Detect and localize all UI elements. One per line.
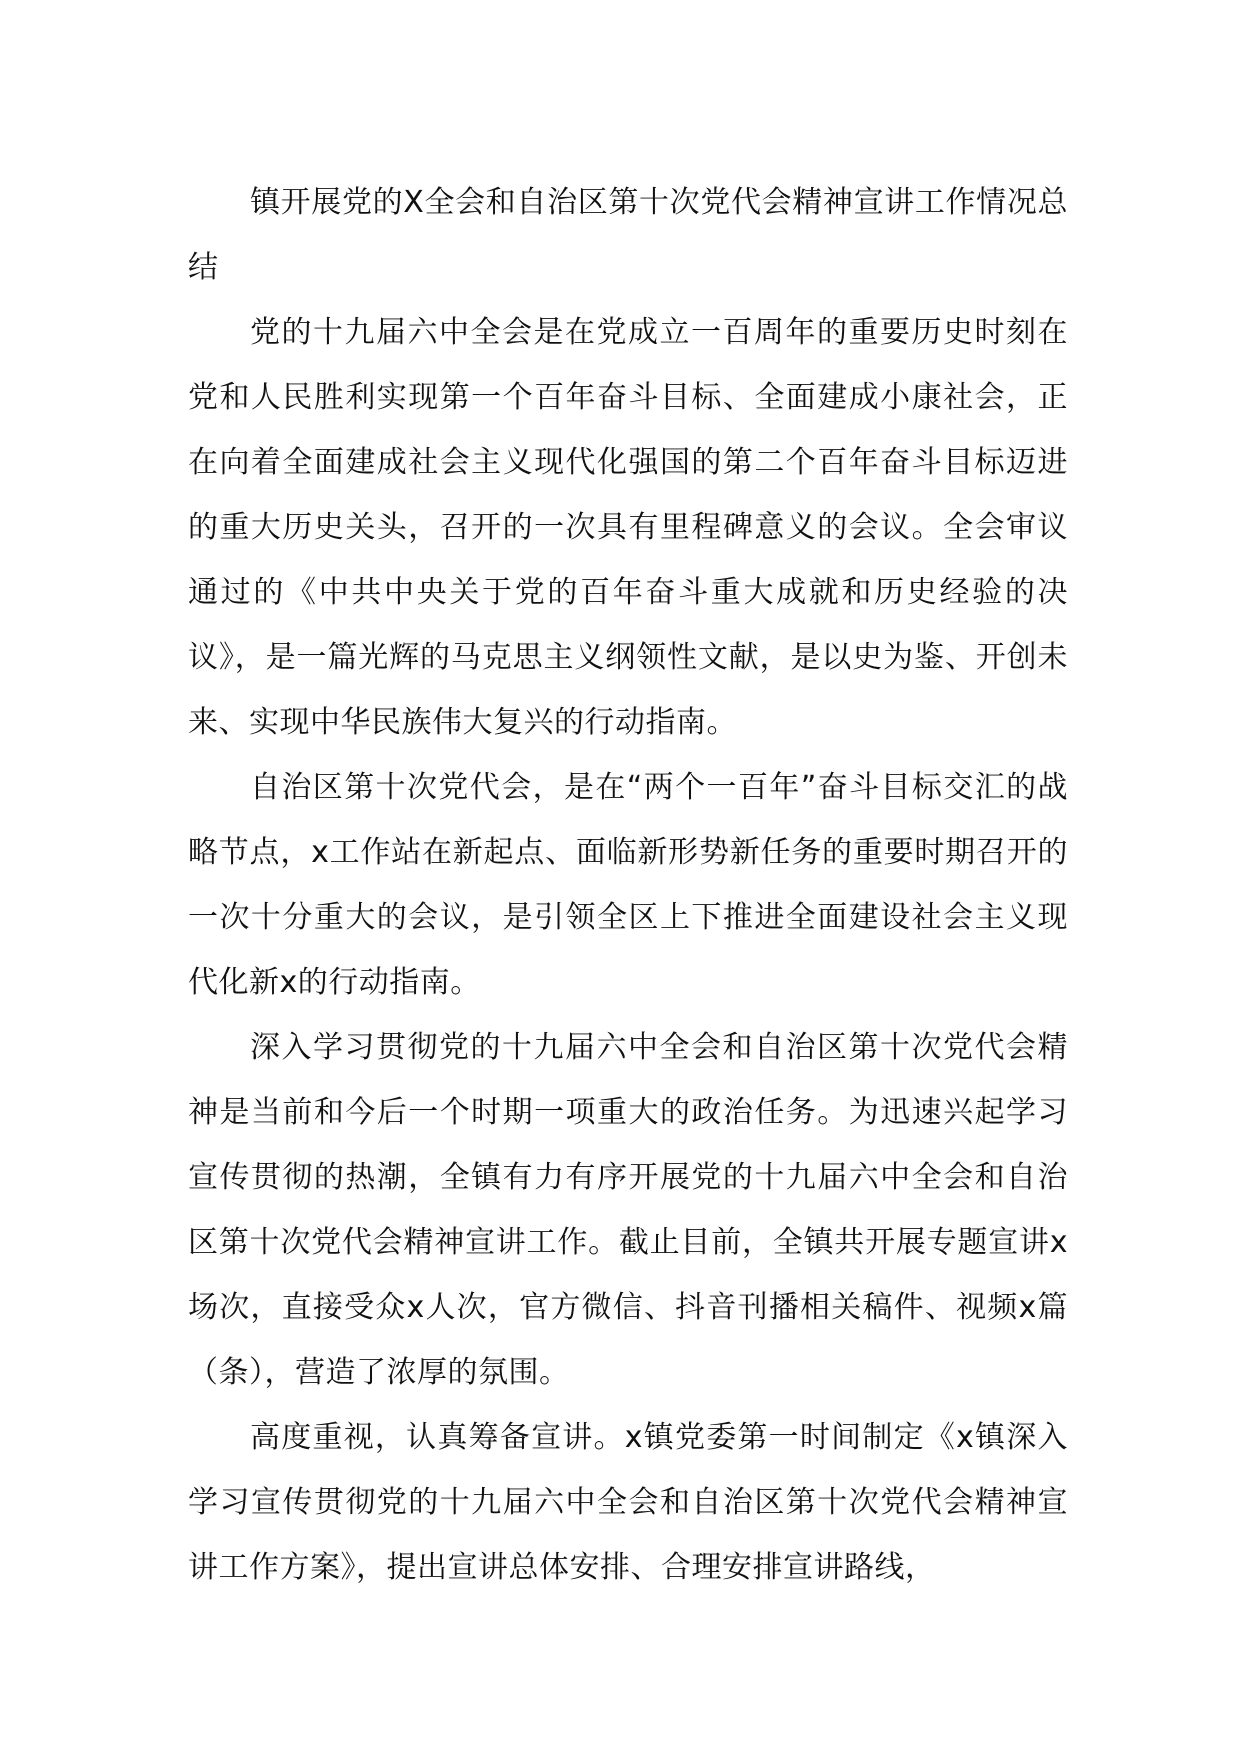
document-title: 镇开展党的X全会和自治区第十次党代会精神宣讲工作情况总结 bbox=[188, 185, 1068, 285]
paragraph-2: 自治区第十次党代会，是在“两个一百年”奋斗目标交汇的战略节点，x工作站在新起点、面临新形势新任务的重要时期召开的一次十分重大的会议，是引领全区上下推进全面建设社会主义现代化新x的行动指南。 bbox=[188, 770, 1068, 1000]
paragraph-3: 深入学习贯彻党的十九届六中全会和自治区第十次党代会精神是当前和今后一个时期一项重大的政治任务。为迅速兴起学习宣传贯彻的热潮，全镇有力有序开展党的十九届六中全会和自治区第十次党代会精神宣讲工作。截止目前，全镇共开展专题宣讲x场次，直接受众x人次，官方微信、抖音刊播相关稿件、视频x篇（条），营造了浓厚的氛围。 bbox=[188, 1030, 1068, 1390]
document-body bbox=[188, 170, 1068, 1600]
paragraph-1: 党的十九届六中全会是在党成立一百周年的重要历史时刻在党和人民胜利实现第一个百年奋斗目标、全面建成小康社会，正在向着全面建成社会主义现代化强国的第二个百年奋斗目标迈进的重大历史关头，召开的一次具有里程碑意义的会议。全会审议通过的《中共中央关于党的百年奋斗重大成就和历史经验的决议》，是一篇光辉的马克思主义纲领性文献，是以史为鉴、开创未来、实现中华民族伟大复兴的行动指南。 bbox=[188, 315, 1068, 740]
paragraph-4: 高度重视，认真筹备宣讲。x镇党委第一时间制定《x镇深入学习宣传贯彻党的十九届六中全会和自治区第十次党代会精神宣讲工作方案》，提出宣讲总体安排、合理安排宣讲路线， bbox=[188, 1420, 1068, 1585]
